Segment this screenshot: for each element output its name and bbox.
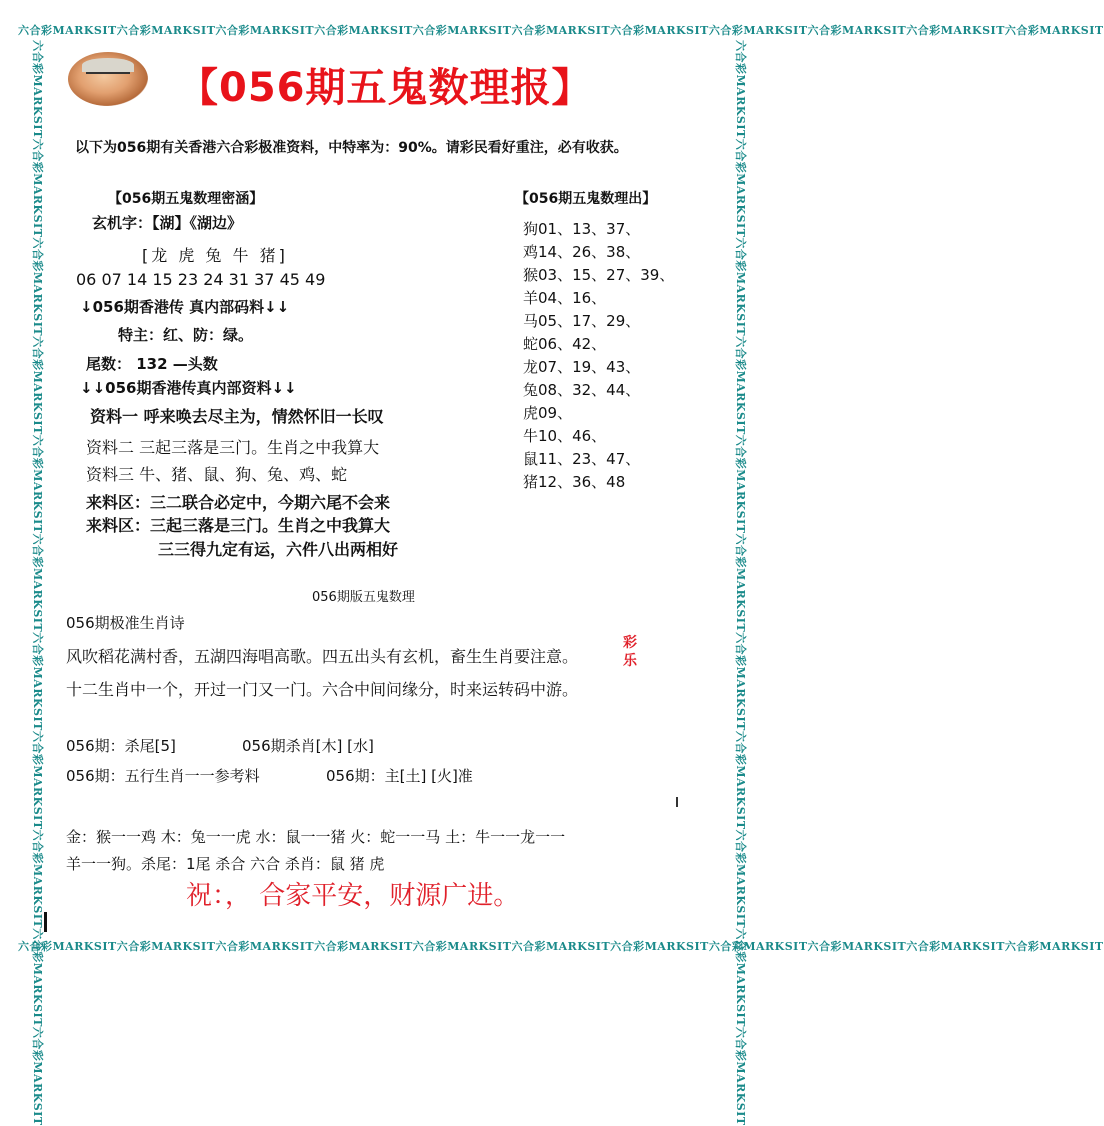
special-text: 特主：红、防：绿。 — [118, 326, 254, 344]
data2-text: 资料二 三起三落是三门。生肖之中我算大 — [86, 438, 380, 457]
version-text: 056期版五鬼数理 — [312, 590, 415, 605]
page-title: 【056期五鬼数理报】 — [178, 65, 593, 111]
list-item: 羊04、16、 — [523, 289, 607, 307]
elements-line-2: 羊一一狗。杀尾：1尾 杀合 六合 杀肖：鼠 猪 虎 — [66, 855, 385, 873]
blessing-text: 祝：， 合家平安，财源广进。 — [186, 881, 520, 911]
hk-data-text: ↓↓056期香港传真内部资料↓↓ — [80, 379, 297, 397]
list-item: 马05、17、29、 — [523, 312, 641, 330]
kill-zodiac-text: 056期杀肖[木] [水] — [242, 737, 374, 755]
five-elements-text: 056期：五行生肖一一参考料 — [66, 767, 260, 785]
poem-line-1: 风吹稻花满村香，五湖四海唱高歌。四五出头有玄机，畜生生肖要注意。 — [66, 647, 579, 666]
list-item: 猴03、15、27、39、 — [523, 266, 675, 284]
avatar — [68, 52, 148, 106]
list-item: 牛10、46、 — [523, 427, 607, 445]
seal-stamp: 彩乐 — [623, 635, 637, 669]
border-right-text: 六合彩MARKSIT六合彩MARKSIT六合彩MARKSIT六合彩MARKSIT六合彩MARKSIT六合彩MARKSIT六合彩MARKSIT六合彩MARKSIT六合彩MARKSIT六合彩MARKSIT六合彩MARKSIT — [734, 40, 747, 1126]
avatar-glasses — [86, 72, 130, 82]
xuanji-text: 玄机字：【湖】《湖边》 — [92, 214, 243, 232]
intro-text: 以下为056期有关香港六合彩极准资料，中特率为：90%。请彩民看好重注，必有收获。 — [75, 140, 628, 156]
list-item: 狗01、13、37、 — [523, 220, 641, 238]
bracket-mark — [44, 912, 47, 932]
source3-text: 三三得九定有运，六件八出两相好 — [158, 540, 399, 559]
kill-tail-text: 056期：杀尾[5] — [66, 737, 176, 755]
zodiac-number-list — [523, 218, 674, 494]
border-bottom: 六合彩MARKSIT六合彩MARKSIT六合彩MARKSIT六合彩MARKSIT六合彩MARKSIT六合彩MARKSIT六合彩MARKSIT六合彩MARKSIT六合彩MARKSIT六合彩MARKSIT六合彩MARKSIT — [18, 940, 1104, 953]
data3-text: 资料三 牛、猪、鼠、狗、兔、鸡、蛇 — [86, 465, 348, 484]
poem-title: 056期极准生肖诗 — [66, 614, 185, 632]
zodiac-title: 【056期五鬼数理出】 — [515, 191, 657, 207]
list-item: 猪12、36、48 — [523, 473, 626, 491]
border-top: 六合彩MARKSIT六合彩MARKSIT六合彩MARKSIT六合彩MARKSIT六合彩MARKSIT六合彩MARKSIT六合彩MARKSIT六合彩MARKSIT六合彩MARKSIT六合彩MARKSIT六合彩MARKSIT — [18, 24, 1104, 37]
poem-line-2: 十二生肖中一个，开过一门又一门。六合中间问缘分，时来运转码中游。 — [66, 680, 579, 699]
tail-text: 尾数： 132 —头数 — [86, 355, 218, 373]
avatar-hair — [82, 58, 134, 72]
source1-text: 来料区：三二联合必定中，今期六尾不会来 — [86, 493, 391, 512]
elements-line-1: 金：猴一一鸡 木：兔一一虎 水：鼠一一猪 火：蛇一一马 土：牛一一龙一一 — [66, 828, 566, 846]
border-left — [30, 40, 46, 1126]
data1-text: 资料一 呼来唤去尽主为，情然怀旧一长叹 — [90, 407, 384, 426]
list-item: 龙07、19、43、 — [523, 358, 641, 376]
animals-text: [龙 虎 兔 牛 猪] — [142, 246, 288, 265]
hk-code-text: ↓056期香港传 真内部码料↓↓ — [80, 298, 290, 316]
secret-title: 【056期五鬼数理密涵】 — [108, 191, 264, 207]
border-right — [733, 40, 749, 1126]
list-item: 兔08、32、44、 — [523, 381, 641, 399]
list-item: 鼠11、23、47、 — [523, 450, 641, 468]
list-item: 鸡14、26、38、 — [523, 243, 641, 261]
tick-mark — [676, 797, 678, 807]
numbers-text: 06 07 14 15 23 24 31 37 45 49 — [76, 270, 326, 289]
border-left-text: 六合彩MARKSIT六合彩MARKSIT六合彩MARKSIT六合彩MARKSIT六合彩MARKSIT六合彩MARKSIT六合彩MARKSIT六合彩MARKSIT六合彩MARKSIT六合彩MARKSIT六合彩MARKSIT — [31, 40, 44, 1126]
main-text: 056期：主[土] [火]准 — [326, 767, 473, 785]
list-item: 虎09、 — [523, 404, 573, 422]
source2-text: 来料区：三起三落是三门。生肖之中我算大 — [86, 516, 391, 535]
list-item: 蛇06、42、 — [523, 335, 607, 353]
